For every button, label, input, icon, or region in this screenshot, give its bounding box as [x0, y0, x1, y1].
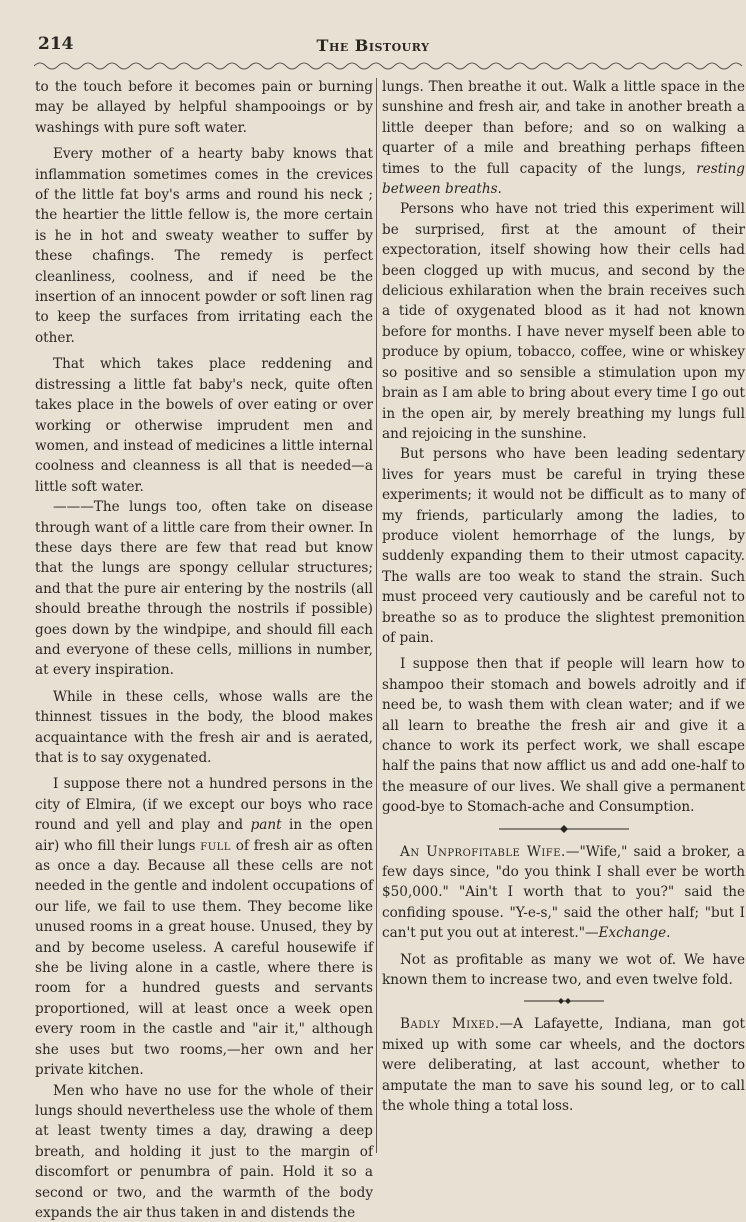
italic-run: resting between breaths. [382, 160, 745, 198]
text-run: —A Lafayette, Indiana, man got mixed up with some car wheels, and the doctors were deliberating, at last account, whether to amputate the man to save his sound leg, or to call the whole thing a total loss. [382, 1016, 745, 1115]
decorative-wave-rule [34, 60, 744, 72]
paragraph: I suppose then that if people will learn how to shampoo their stomach and bowels adroitly and if need be, to wash them with clean water; and if we all learn to breathe the fresh air and give it a chance to work its perfect work, we shall escape half the pains that now afflict us and add one-half to the measure of our lives. We shall give a permanent good-bye to Stomach-ache and Consumption. [382, 656, 745, 816]
paragraph [382, 77, 745, 199]
paragraph: While in these cells, whose walls are the thinnest tissues in the body, the blood makes acquaintance with the fresh air and is aerated, that is to say oxygenated. [35, 688, 373, 766]
paragraph: But persons who have been leading sedentary lives for years must be careful in trying these experiments; it would not be difficult as to many of my friends, particularly among the ladies, to produce violent hemorrhage of the lungs, by suddenly expanding them to their utmost capacity. The walls are too weak to stand the strain. Such must proceed very cautiously and be careful not to breathe so as to produce the slightest premonition of pain. [382, 446, 745, 646]
text-run: of fresh air as often as once a day. Because all these cells are not needed in the gentle and indolent occupations of our life, we fail to use them. They become like unused rooms in a great house. Unused, they by and by become useless. A careful housewife if she be living alone in a castle, where there is room for a hundred guests and servants proportioned, will at least once a week open every room in the castle and "air it," although she uses but two rooms,—her own and her private kitchen. [35, 837, 374, 1079]
paragraph: Persons who have not tried this experiment will be surprised, first at the amount of their expectoration, itself showing how their cells had been clogged up with mucus, and second by the delicious exhilaration when the brain receives such a tide of oxygenated blood as it had not known before for months. I have never myself been able to produce by opium, tobacco, coffee, wine or whiskey so positive and so sensible a stimulation upon my brain as I am able to bring about every time I go out in the open air, by merely breathing my lungs full and rejoicing in the sunshine. [382, 201, 745, 442]
text-run: in the open air) who fill their lungs [35, 817, 374, 854]
left-column [35, 77, 373, 1222]
article-heading: An Unprofitable Wife. [400, 843, 566, 860]
paragraph: Every mother of a hearty baby knows that inflammation sometimes comes in the crevices of the little fat boy's arms and round his neck ; the heartier the little fellow is, the more certain is he in hot and sweaty weather to suffer by these chafings. The remedy is perfect cleanliness, coolness, and if need be the insertion of an innocent powder or soft linen rag to keep the surfaces from irritating each the other. [35, 146, 373, 346]
paragraph: to the touch before it becomes pain or burning may be allayed by helpful shampooings or by washings with pure soft water. [35, 79, 373, 136]
paragraph: ———The lungs too, often take on disease through want of a little care from their owner. In these days there are few that read but know that the lungs are spongy cellular structures; and that the pure air entering by the nostrils (all should breathe through the nostrils if possible) goes down by the windpipe, and should fill each and everyone of these cells, millions in number, at every inspiration. [35, 499, 373, 679]
text-run: —"Wife," said a broker, a few days since, "do you think I shall ever be worth $50,000." "Ain't I worth that to you?" said the confiding spouse. "Y-e-s," said the other half; "but I can't put you out at interest."— [382, 843, 745, 942]
right-column [382, 77, 745, 1117]
running-header [0, 34, 746, 60]
column-divider [376, 78, 377, 1153]
article-heading: Badly Mixed. [400, 1016, 500, 1033]
section-ornament [382, 822, 745, 840]
italic-run: pant [250, 817, 282, 834]
page-number: 214 [38, 34, 74, 54]
paragraph: That which takes place reddening and distressing a little fat baby's neck, quite often takes place in the bowels of over eating or over working or otherwise imprudent men and women, and instead of medicines a little internal coolness and cleanness is all that is needed—a little soft water. [35, 356, 373, 495]
running-title: The Bistoury [316, 36, 430, 55]
paragraph: Not as profitable as many we wot of. We have known them to increase two, and even twelve fold. [382, 951, 745, 989]
small-caps-run: full [200, 837, 231, 854]
article-badly-mixed [382, 1014, 745, 1116]
text-run: I suppose there not a hundred persons in the city of Elmira, (if we except our boys who race round and yell and play and [35, 776, 373, 834]
section-ornament [382, 994, 745, 1012]
article-unprofitable-wife [382, 842, 745, 944]
paragraph: Men who have no use for the whole of their lungs should nevertheless use the whole of them at least twenty times a day, drawing a deep breath, and holding it just to the margin of discomfort or penumbra of pain. Hold it so a second or two, and the warmth of the body expands the air thus taken in and distends the [35, 1082, 373, 1221]
paragraph [35, 774, 373, 1080]
text-run: lungs. Then breathe it out. Walk a little space in the sunshine and fresh air, and take in another breath a little deeper than before; and so on walking a quarter of a mile and breathing perhaps fifteen times to the full capacity of the lungs, [382, 79, 745, 177]
italic-run: Exchange. [598, 925, 671, 942]
